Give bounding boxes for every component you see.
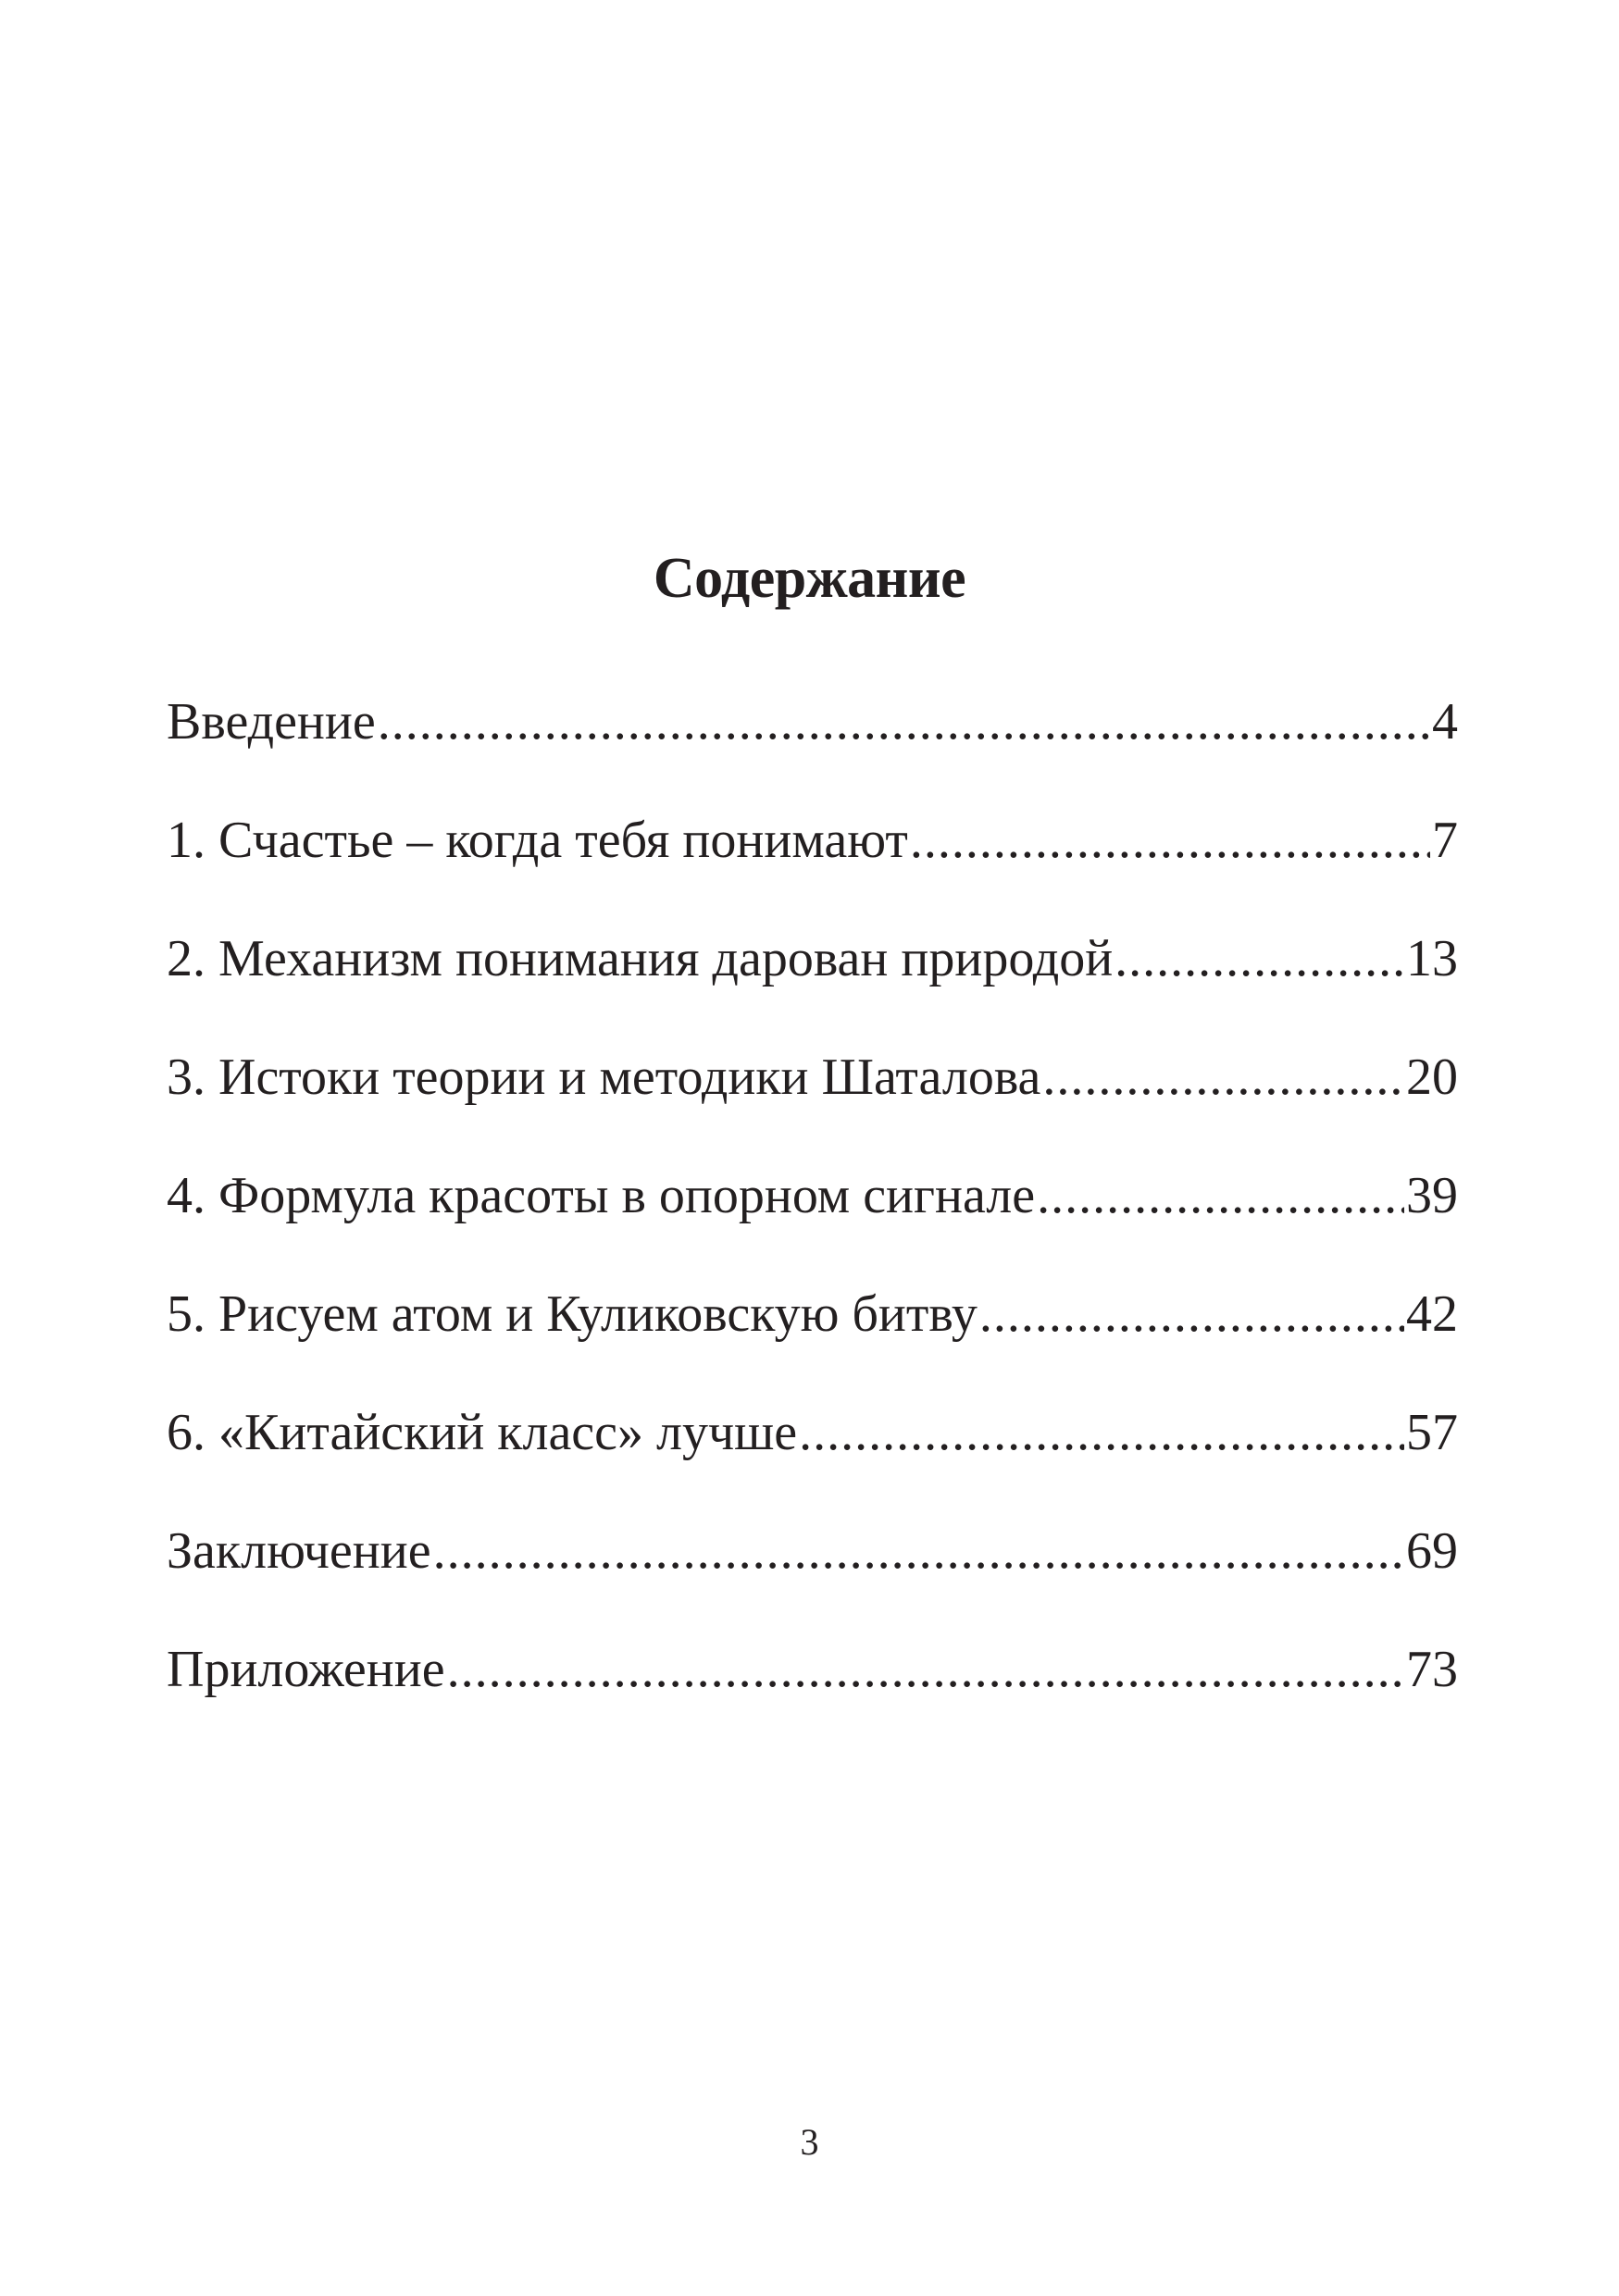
toc-item-page: 42 [1406,1285,1458,1343]
toc-dot-leader [1042,1031,1404,1123]
toc-dot-leader [799,1386,1404,1479]
toc-item-label: 2. Механизм понимания дарован природой [167,930,1114,987]
page-title: Содержание [653,547,966,610]
toc-item-page: 20 [1406,1049,1458,1106]
toc-dot-leader [1115,912,1404,1005]
toc-item-page: 13 [1406,930,1458,987]
toc-dot-leader [378,676,1430,768]
toc-item-page: 39 [1406,1167,1458,1224]
toc-item-label: 1. Счастье – когда тебя понимают [167,812,908,869]
toc-item-introduction[interactable] [167,676,1458,794]
table-of-contents [167,676,1458,1742]
toc-item-page: 7 [1432,812,1458,869]
toc-item-label: Введение [167,693,376,751]
toc-item-label: 3. Истоки теории и методики Шаталова [167,1049,1041,1106]
toc-item-chapter-6[interactable] [167,1386,1458,1505]
toc-item-chapter-1[interactable] [167,794,1458,912]
toc-dot-leader [1037,1149,1404,1242]
toc-item-chapter-4[interactable] [167,1149,1458,1268]
toc-dot-leader [433,1505,1404,1597]
toc-dot-leader [910,794,1430,887]
toc-item-page: 69 [1406,1522,1458,1580]
toc-dot-leader [447,1623,1404,1716]
toc-item-chapter-5[interactable] [167,1268,1458,1386]
toc-item-label: 6. «Китайский класс» лучше [167,1404,798,1461]
toc-item-page: 4 [1432,693,1458,751]
toc-item-label: 4. Формула красоты в опорном сигнале [167,1167,1036,1224]
toc-item-conclusion[interactable] [167,1505,1458,1623]
toc-dot-leader [979,1268,1404,1360]
toc-item-chapter-2[interactable] [167,912,1458,1031]
toc-item-page: 57 [1406,1404,1458,1461]
page-number: 3 [800,2121,819,2163]
toc-item-appendix[interactable] [167,1623,1458,1742]
toc-item-label: 5. Рисуем атом и Куликовскую битву [167,1285,978,1343]
toc-item-label: Заключение [167,1522,431,1580]
toc-item-label: Приложение [167,1641,445,1698]
toc-item-page: 73 [1406,1641,1458,1698]
toc-item-chapter-3[interactable] [167,1031,1458,1149]
